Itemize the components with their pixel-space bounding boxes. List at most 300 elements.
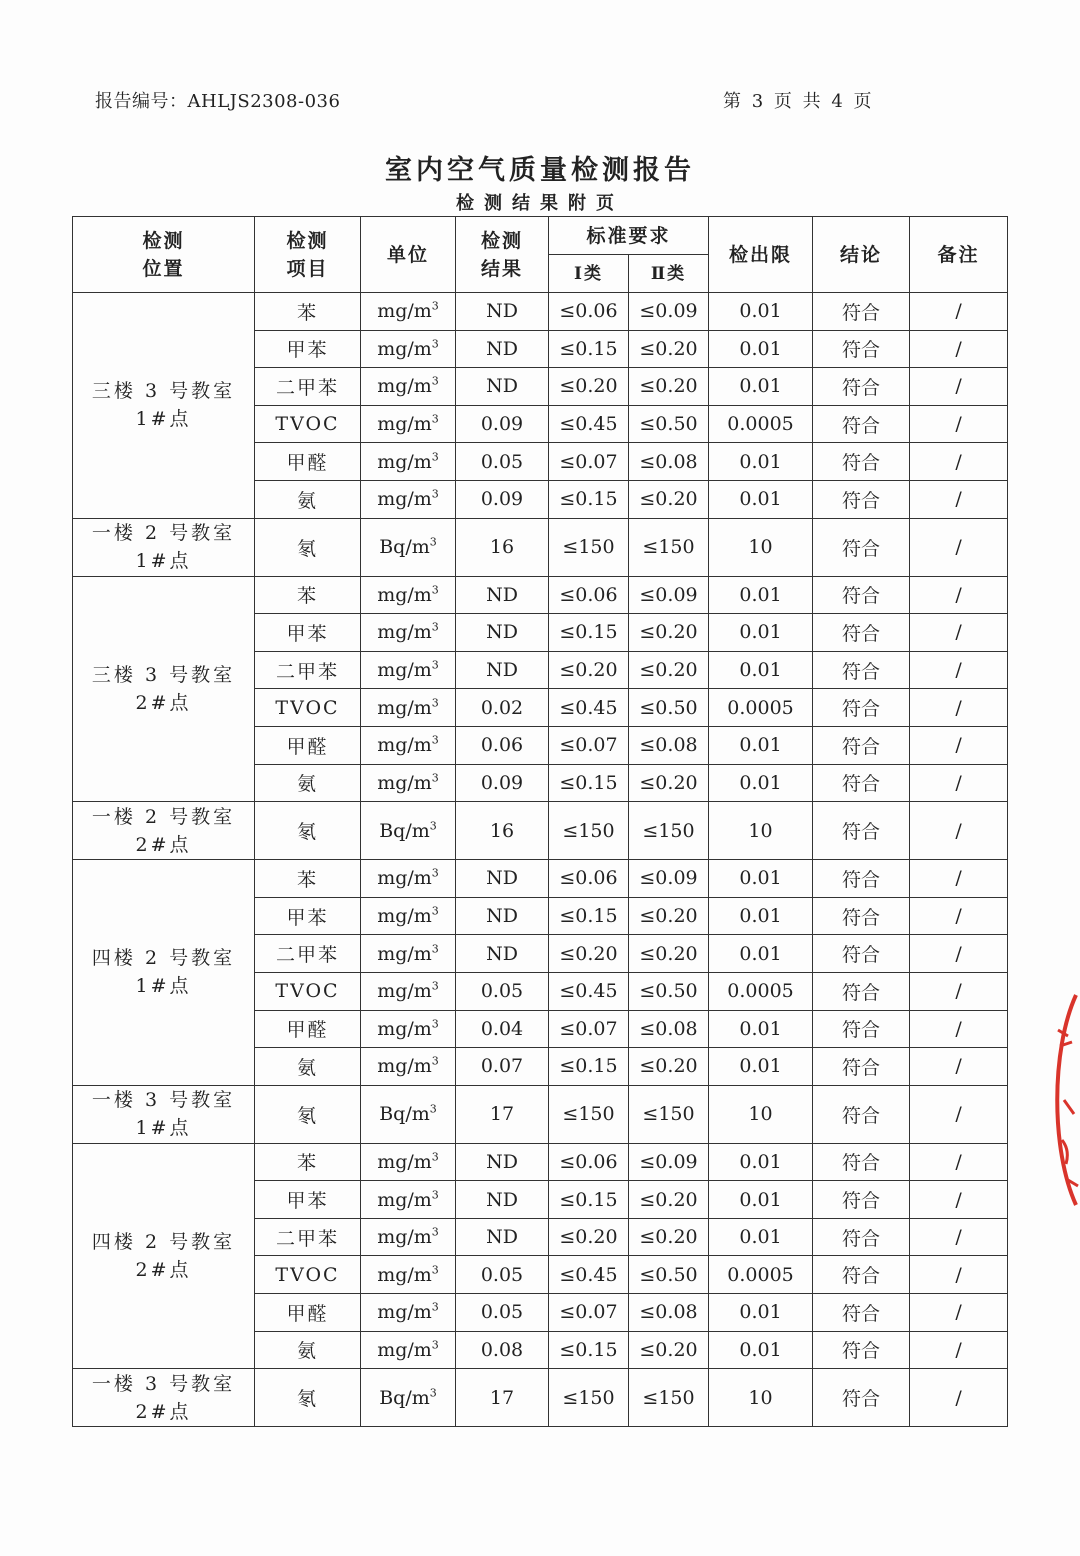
conclusion-cell: 符合 [813, 614, 910, 652]
limit-cell: 0.01 [709, 293, 813, 331]
limit-cell: 0.0005 [709, 972, 813, 1010]
result-cell: ND [456, 1143, 549, 1181]
location-line: 1#点 [135, 550, 192, 573]
conclusion-cell: 符合 [813, 1256, 910, 1294]
result-cell: 0.09 [456, 405, 549, 443]
item-cell: 二甲苯 [255, 1218, 361, 1256]
remark-cell: / [910, 651, 1008, 689]
remark-cell: / [910, 897, 1008, 935]
result-cell: ND [456, 935, 549, 973]
limit-cell: 0.01 [709, 1331, 813, 1369]
location-cell [73, 1369, 255, 1427]
unit-text: mg/m [377, 942, 432, 965]
remark-cell: / [910, 802, 1008, 860]
conclusion-cell: 符合 [813, 330, 910, 368]
result-cell: 0.02 [456, 689, 549, 727]
unit-cell [361, 576, 456, 614]
item-cell: 二甲苯 [255, 651, 361, 689]
report-number: 报告编号：AHLJS2308-036 [95, 91, 341, 112]
results-table [72, 216, 1008, 1427]
remark-cell: / [910, 860, 1008, 898]
unit-cell [361, 293, 456, 331]
location-line: 2#点 [135, 833, 192, 856]
class2-cell: ≤0.20 [629, 651, 709, 689]
results-body [73, 293, 1008, 1427]
limit-cell: 10 [709, 1085, 813, 1143]
unit-text: mg/m [377, 337, 432, 360]
class2-cell: ≤0.20 [629, 1218, 709, 1256]
class2-cell: ≤0.08 [629, 1294, 709, 1332]
conclusion-cell: 符合 [813, 1085, 910, 1143]
location-line: 一楼 2 号教室 [91, 522, 236, 545]
class2-cell: ≤0.50 [629, 689, 709, 727]
remark-cell: / [910, 1294, 1008, 1332]
unit-cell [361, 330, 456, 368]
unit-text: mg/m [377, 1263, 432, 1286]
unit-text: mg/m [377, 300, 432, 323]
class1-cell: ≤150 [549, 1085, 629, 1143]
conclusion-cell: 符合 [813, 1218, 910, 1256]
item-cell: 苯 [255, 576, 361, 614]
unit-exponent: 3 [431, 621, 439, 635]
table-row [73, 518, 1008, 576]
item-cell: 甲苯 [255, 897, 361, 935]
unit-exponent: 3 [431, 1188, 439, 1202]
location-cell [73, 576, 255, 802]
unit-cell [361, 651, 456, 689]
location-line: 一楼 3 号教室 [91, 1372, 236, 1395]
item-cell: 氨 [255, 480, 361, 518]
conclusion-cell: 符合 [813, 1048, 910, 1086]
location-line: 1#点 [135, 408, 192, 431]
remark-cell: / [910, 1181, 1008, 1219]
conclusion-cell: 符合 [813, 726, 910, 764]
item-cell: 甲醛 [255, 443, 361, 481]
class1-cell: ≤0.15 [549, 1048, 629, 1086]
unit-cell [361, 1218, 456, 1256]
unit-cell [361, 897, 456, 935]
conclusion-cell: 符合 [813, 935, 910, 973]
unit-text: mg/m [377, 1150, 432, 1173]
unit-text: mg/m [377, 1188, 432, 1211]
unit-cell [361, 764, 456, 802]
conclusion-cell: 符合 [813, 972, 910, 1010]
class2-cell: ≤0.20 [629, 614, 709, 652]
unit-cell [361, 405, 456, 443]
conclusion-cell: 符合 [813, 576, 910, 614]
item-cell: 氨 [255, 1048, 361, 1086]
item-cell: 甲苯 [255, 1181, 361, 1219]
header-class-2: Ⅱ类 [629, 255, 709, 293]
result-cell: 16 [456, 802, 549, 860]
result-cell: 17 [456, 1085, 549, 1143]
remark-cell: / [910, 1369, 1008, 1427]
item-cell: 氡 [255, 802, 361, 860]
result-cell: 0.04 [456, 1010, 549, 1048]
remark-cell: / [910, 443, 1008, 481]
limit-cell: 0.01 [709, 576, 813, 614]
remark-cell: / [910, 293, 1008, 331]
item-cell: 苯 [255, 1143, 361, 1181]
class1-cell: ≤0.45 [549, 972, 629, 1010]
item-cell: 苯 [255, 293, 361, 331]
class1-cell: ≤0.07 [549, 1010, 629, 1048]
class2-cell: ≤150 [629, 1369, 709, 1427]
result-cell: 0.09 [456, 764, 549, 802]
unit-cell [361, 972, 456, 1010]
remark-cell: / [910, 1256, 1008, 1294]
header-result-line-2: 结果 [480, 257, 523, 280]
result-cell: 16 [456, 518, 549, 576]
class1-cell: ≤0.06 [549, 1143, 629, 1181]
result-cell: ND [456, 1181, 549, 1219]
unit-exponent: 3 [429, 535, 437, 549]
remark-cell: / [910, 764, 1008, 802]
item-cell: TVOC [255, 1256, 361, 1294]
class2-cell: ≤0.20 [629, 480, 709, 518]
class2-cell: ≤0.09 [629, 1143, 709, 1181]
class2-cell: ≤0.09 [629, 860, 709, 898]
class2-cell: ≤150 [629, 518, 709, 576]
conclusion-cell: 符合 [813, 860, 910, 898]
unit-text: Bq/m [379, 1386, 430, 1409]
header-detection-limit: 检出限 [709, 217, 813, 293]
class2-cell: ≤0.20 [629, 368, 709, 406]
conclusion-cell: 符合 [813, 897, 910, 935]
class2-cell: ≤0.50 [629, 1256, 709, 1294]
location-cell [73, 518, 255, 576]
location-cell [73, 1085, 255, 1143]
limit-cell: 0.01 [709, 764, 813, 802]
unit-cell [361, 1369, 456, 1427]
limit-cell: 0.01 [709, 1181, 813, 1219]
unit-exponent: 3 [431, 904, 439, 918]
remark-cell: / [910, 726, 1008, 764]
unit-exponent: 3 [431, 1338, 439, 1352]
item-cell: 氡 [255, 1085, 361, 1143]
class1-cell: ≤0.06 [549, 860, 629, 898]
item-cell: 氡 [255, 518, 361, 576]
header-conclusion: 结论 [813, 217, 910, 293]
unit-exponent: 3 [429, 819, 437, 833]
unit-text: mg/m [377, 583, 432, 606]
conclusion-cell: 符合 [813, 689, 910, 727]
unit-text: mg/m [377, 980, 432, 1003]
remark-cell: / [910, 1331, 1008, 1369]
table-row [73, 802, 1008, 860]
unit-text: mg/m [377, 375, 432, 398]
item-cell: TVOC [255, 689, 361, 727]
class2-cell: ≤0.20 [629, 1331, 709, 1369]
class1-cell: ≤0.45 [549, 689, 629, 727]
unit-cell [361, 1010, 456, 1048]
header-remark: 备注 [910, 217, 1008, 293]
unit-exponent: 3 [431, 1017, 439, 1031]
limit-cell: 0.01 [709, 651, 813, 689]
report-subtitle: 检测结果附页 [456, 193, 624, 214]
unit-exponent: 3 [431, 299, 439, 313]
unit-exponent: 3 [431, 1263, 439, 1277]
unit-cell [361, 518, 456, 576]
conclusion-cell: 符合 [813, 480, 910, 518]
unit-cell [361, 368, 456, 406]
class1-cell: ≤0.20 [549, 651, 629, 689]
page-info: 第 3 页 共 4 页 [723, 91, 873, 112]
conclusion-cell: 符合 [813, 1331, 910, 1369]
result-cell: ND [456, 651, 549, 689]
class1-cell: ≤0.15 [549, 614, 629, 652]
class1-cell: ≤0.07 [549, 726, 629, 764]
limit-cell: 0.01 [709, 443, 813, 481]
class2-cell: ≤150 [629, 1085, 709, 1143]
limit-cell: 10 [709, 802, 813, 860]
class1-cell: ≤0.15 [549, 1331, 629, 1369]
class2-cell: ≤0.08 [629, 1010, 709, 1048]
unit-text: mg/m [377, 1301, 432, 1324]
class2-cell: ≤0.08 [629, 443, 709, 481]
result-cell: 0.05 [456, 1294, 549, 1332]
unit-cell [361, 1331, 456, 1369]
remark-cell: / [910, 480, 1008, 518]
limit-cell: 0.01 [709, 726, 813, 764]
location-cell [73, 1143, 255, 1369]
location-cell [73, 860, 255, 1086]
result-cell: 0.05 [456, 1256, 549, 1294]
unit-cell [361, 480, 456, 518]
result-cell: 0.05 [456, 972, 549, 1010]
conclusion-cell: 符合 [813, 1010, 910, 1048]
remark-cell: / [910, 1048, 1008, 1086]
class1-cell: ≤0.15 [549, 1181, 629, 1219]
limit-cell: 0.01 [709, 1294, 813, 1332]
result-cell: ND [456, 614, 549, 652]
unit-text: mg/m [377, 1055, 432, 1078]
remark-cell: / [910, 972, 1008, 1010]
unit-text: Bq/m [379, 819, 430, 842]
unit-cell [361, 1085, 456, 1143]
limit-cell: 0.01 [709, 935, 813, 973]
conclusion-cell: 符合 [813, 1369, 910, 1427]
class1-cell: ≤150 [549, 802, 629, 860]
unit-cell [361, 1294, 456, 1332]
limit-cell: 0.01 [709, 897, 813, 935]
red-seal-fragment [1046, 990, 1080, 1210]
table-row [73, 1085, 1008, 1143]
unit-text: mg/m [377, 905, 432, 928]
class2-cell: ≤0.50 [629, 405, 709, 443]
class2-cell: ≤0.50 [629, 972, 709, 1010]
result-cell: 0.06 [456, 726, 549, 764]
class1-cell: ≤0.45 [549, 1256, 629, 1294]
location-line: 三楼 3 号教室 [91, 380, 236, 403]
class2-cell: ≤0.20 [629, 1048, 709, 1086]
header-location-line-1: 检测 [142, 229, 185, 252]
item-cell: TVOC [255, 405, 361, 443]
class2-cell: ≤0.08 [629, 726, 709, 764]
table-row [73, 1143, 1008, 1181]
location-line: 一楼 3 号教室 [91, 1089, 236, 1112]
item-cell: 氡 [255, 1369, 361, 1427]
unit-cell [361, 443, 456, 481]
class1-cell: ≤0.45 [549, 405, 629, 443]
class1-cell: ≤150 [549, 1369, 629, 1427]
result-cell: 0.09 [456, 480, 549, 518]
unit-cell [361, 1048, 456, 1086]
result-cell: 0.08 [456, 1331, 549, 1369]
header-unit: 单位 [361, 217, 456, 293]
unit-exponent: 3 [431, 375, 439, 389]
header-item [255, 217, 361, 293]
result-cell: ND [456, 576, 549, 614]
unit-exponent: 3 [431, 1150, 439, 1164]
limit-cell: 10 [709, 518, 813, 576]
class1-cell: ≤150 [549, 518, 629, 576]
table-row [73, 1369, 1008, 1427]
item-cell: 二甲苯 [255, 368, 361, 406]
class1-cell: ≤0.20 [549, 1218, 629, 1256]
class2-cell: ≤150 [629, 802, 709, 860]
remark-cell: / [910, 1218, 1008, 1256]
unit-exponent: 3 [431, 733, 439, 747]
remark-cell: / [910, 1010, 1008, 1048]
remark-cell: / [910, 330, 1008, 368]
conclusion-cell: 符合 [813, 802, 910, 860]
unit-exponent: 3 [429, 1102, 437, 1116]
unit-exponent: 3 [431, 979, 439, 993]
unit-text: mg/m [377, 659, 432, 682]
conclusion-cell: 符合 [813, 293, 910, 331]
remark-cell: / [910, 1085, 1008, 1143]
unit-exponent: 3 [431, 487, 439, 501]
class1-cell: ≤0.15 [549, 897, 629, 935]
unit-text: mg/m [377, 450, 432, 473]
conclusion-cell: 符合 [813, 368, 910, 406]
class1-cell: ≤0.20 [549, 935, 629, 973]
location-cell [73, 293, 255, 519]
conclusion-cell: 符合 [813, 1181, 910, 1219]
unit-cell [361, 935, 456, 973]
unit-exponent: 3 [431, 1055, 439, 1069]
result-cell: ND [456, 897, 549, 935]
class2-cell: ≤0.20 [629, 764, 709, 802]
class2-cell: ≤0.20 [629, 330, 709, 368]
unit-text: mg/m [377, 734, 432, 757]
location-line: 四楼 2 号教室 [91, 947, 236, 970]
location-line: 2#点 [135, 1258, 192, 1281]
unit-cell [361, 689, 456, 727]
item-cell: 甲苯 [255, 614, 361, 652]
limit-cell: 0.0005 [709, 405, 813, 443]
unit-text: Bq/m [379, 1103, 430, 1126]
location-line: 2#点 [135, 691, 192, 714]
table-row [73, 576, 1008, 614]
unit-exponent: 3 [431, 696, 439, 710]
remark-cell: / [910, 614, 1008, 652]
conclusion-cell: 符合 [813, 518, 910, 576]
unit-cell [361, 614, 456, 652]
class1-cell: ≤0.15 [549, 330, 629, 368]
unit-cell [361, 860, 456, 898]
conclusion-cell: 符合 [813, 764, 910, 802]
result-cell: ND [456, 293, 549, 331]
result-cell: 17 [456, 1369, 549, 1427]
item-cell: TVOC [255, 972, 361, 1010]
limit-cell: 0.0005 [709, 1256, 813, 1294]
item-cell: 氨 [255, 1331, 361, 1369]
class2-cell: ≤0.20 [629, 1181, 709, 1219]
header-result [456, 217, 549, 293]
unit-exponent: 3 [431, 658, 439, 672]
location-line: 2#点 [135, 1400, 192, 1423]
unit-text: Bq/m [379, 536, 430, 559]
limit-cell: 0.0005 [709, 689, 813, 727]
conclusion-cell: 符合 [813, 405, 910, 443]
limit-cell: 10 [709, 1369, 813, 1427]
class2-cell: ≤0.09 [629, 576, 709, 614]
header-item-line-2: 项目 [286, 257, 329, 280]
remark-cell: / [910, 518, 1008, 576]
unit-exponent: 3 [429, 1386, 437, 1400]
class1-cell: ≤0.15 [549, 764, 629, 802]
limit-cell: 0.01 [709, 860, 813, 898]
location-line: 1#点 [135, 975, 192, 998]
result-cell: ND [456, 1218, 549, 1256]
limit-cell: 0.01 [709, 330, 813, 368]
unit-cell [361, 802, 456, 860]
result-cell: 0.07 [456, 1048, 549, 1086]
unit-text: mg/m [377, 413, 432, 436]
item-cell: 苯 [255, 860, 361, 898]
unit-cell [361, 726, 456, 764]
location-line: 一楼 2 号教室 [91, 805, 236, 828]
header-item-line-1: 检测 [286, 229, 329, 252]
item-cell: 甲苯 [255, 330, 361, 368]
conclusion-cell: 符合 [813, 651, 910, 689]
class1-cell: ≤0.06 [549, 293, 629, 331]
table-row [73, 293, 1008, 331]
unit-text: mg/m [377, 771, 432, 794]
limit-cell: 0.01 [709, 1143, 813, 1181]
location-line: 三楼 3 号教室 [91, 663, 236, 686]
report-title: 室内空气质量检测报告 [385, 155, 695, 186]
location-cell [73, 802, 255, 860]
unit-exponent: 3 [431, 942, 439, 956]
unit-text: mg/m [377, 621, 432, 644]
unit-exponent: 3 [431, 771, 439, 785]
location-line: 1#点 [135, 1117, 192, 1140]
class1-cell: ≤0.07 [549, 443, 629, 481]
header-result-line-1: 检测 [480, 229, 523, 252]
location-line: 四楼 2 号教室 [91, 1230, 236, 1253]
unit-exponent: 3 [431, 412, 439, 426]
unit-text: mg/m [377, 1338, 432, 1361]
class1-cell: ≤0.20 [549, 368, 629, 406]
class2-cell: ≤0.09 [629, 293, 709, 331]
unit-exponent: 3 [431, 337, 439, 351]
result-cell: ND [456, 368, 549, 406]
header-class-1: Ⅰ类 [549, 255, 629, 293]
unit-text: mg/m [377, 1226, 432, 1249]
item-cell: 甲醛 [255, 1010, 361, 1048]
limit-cell: 0.01 [709, 480, 813, 518]
unit-text: mg/m [377, 488, 432, 511]
limit-cell: 0.01 [709, 1010, 813, 1048]
unit-text: mg/m [377, 867, 432, 890]
limit-cell: 0.01 [709, 368, 813, 406]
result-cell: ND [456, 860, 549, 898]
class1-cell: ≤0.07 [549, 1294, 629, 1332]
unit-exponent: 3 [431, 1225, 439, 1239]
